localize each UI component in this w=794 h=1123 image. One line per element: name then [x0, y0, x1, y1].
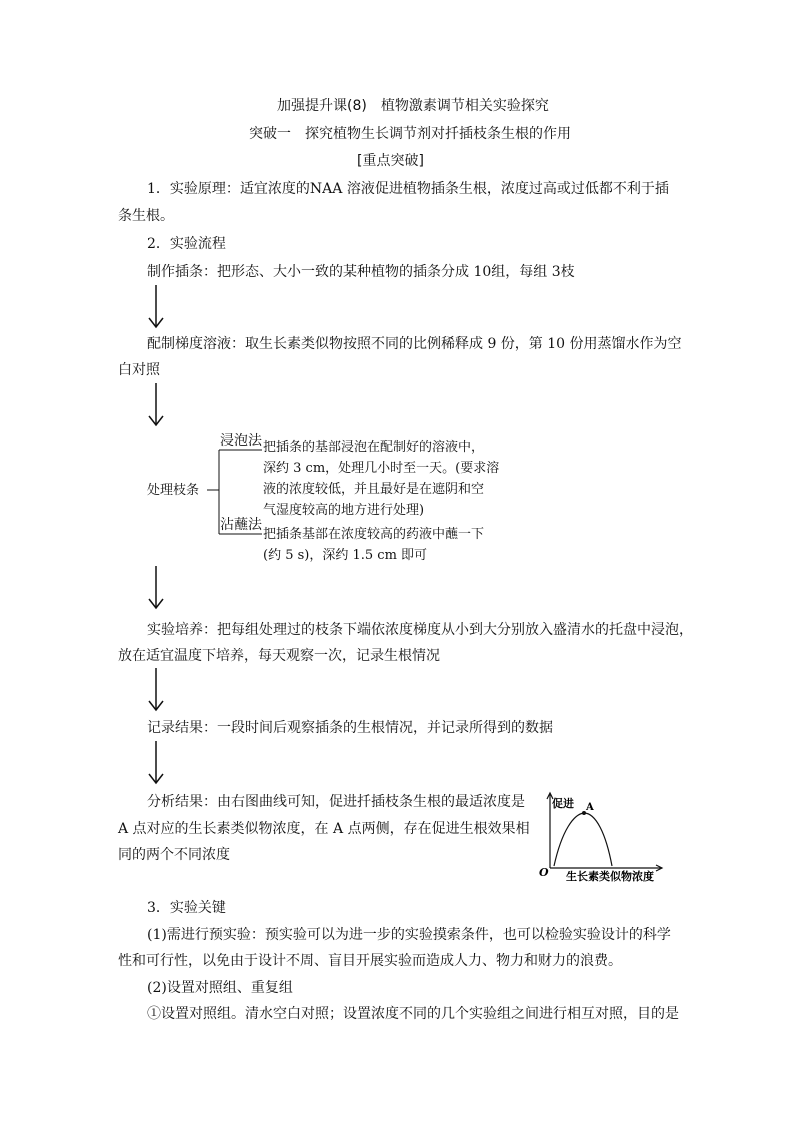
down-arrow-icon	[147, 741, 165, 785]
flow-step-record: 记录结果：一段时间后观察插条的生根情况，并记录所得到的数据	[147, 720, 553, 736]
flow-step-treat-cuttings: 处理枝条	[147, 483, 200, 498]
point-a-label: A	[586, 802, 594, 813]
concentration-curve-figure	[536, 790, 668, 884]
down-arrow-icon	[147, 285, 165, 329]
flow-step-prepare-solution-cont: 白对照	[118, 362, 160, 378]
soak-method-line-1: 把插条的基部浸泡在配制好的溶液中，	[263, 440, 485, 455]
page-title: 加强提升课(8) 植物激素调节相关实验探究	[277, 98, 549, 114]
x-axis-label: 生长素类似物浓度	[566, 870, 654, 883]
flow-step-culture-cont: 放在适宜温度下培养，每天观察一次，记录生根情况	[118, 648, 440, 664]
section-subtitle: 突破一 探究植物生长调节剂对扦插枝条生根的作用	[249, 126, 571, 142]
keys-preliminary-line-1: (1)需进行预实验：预实验可以为进一步的实验摸索条件，也可以检验实验设计的科学	[147, 927, 671, 943]
flow-step-analyze-line-2: A 点对应的生长素类似物浓度，在 A 点两侧，存在促进生根效果相	[118, 821, 530, 837]
soak-method-line-2: 深约 3 cm，处理几小时至一天。(要求溶	[263, 461, 500, 476]
keys-control-detail: ①设置对照组。清水空白对照；设置浓度不同的几个实验组之间进行相互对照，目的是	[147, 1006, 679, 1022]
keys-preliminary-line-2: 性和可行性，以免由于设计不周、盲目开展实验而造成人力、物力和财力的浪费。	[118, 953, 622, 969]
origin-label: O	[539, 866, 549, 879]
flow-step-analyze-line-1: 分析结果：由右图曲线可知，促进扦插枝条生根的最适浓度是	[147, 794, 525, 810]
flow-heading: 2．实验流程	[147, 236, 226, 252]
flow-step-make-cuttings: 制作插条：把形态、大小一致的某种植物的插条分成 10组，每组 3枝	[147, 264, 575, 280]
dip-method-label: 沾蘸法	[220, 517, 262, 533]
down-arrow-icon	[147, 566, 165, 610]
soak-method-label: 浸泡法	[220, 433, 262, 449]
keys-heading: 3．实验关键	[147, 900, 226, 916]
down-arrow-icon	[147, 383, 165, 427]
flow-step-culture: 实验培养：把每组处理过的枝条下端依浓度梯度从小到大分别放入盛清水的托盘中浸泡，	[147, 622, 693, 638]
dip-method-line-1: 把插条基部在浓度较高的药液中蘸一下	[263, 527, 485, 542]
principle-line-1: 1．实验原理：适宜浓度的NAA 溶液促进植物插条生根，浓度过高或过低都不利于插	[147, 181, 669, 197]
section-tag: [重点突破]	[357, 153, 424, 169]
dip-method-line-2: (约 5 s)，深约 1.5 cm 即可	[263, 548, 428, 563]
y-axis-label: 促进	[552, 797, 574, 810]
flow-step-analyze-line-3: 同的两个不同浓度	[118, 847, 230, 863]
principle-line-2: 条生根。	[118, 208, 174, 224]
soak-method-line-4: 气湿度较高的地方进行处理)	[263, 503, 425, 518]
response-curve	[554, 813, 612, 866]
soak-method-line-3: 液的浓度较低，并且最好是在遮阴和空	[263, 482, 485, 497]
flow-step-prepare-solution: 配制梯度溶液：取生长素类似物按照不同的比例稀释成 9 份，第 10 份用蒸馏水作为空	[147, 336, 682, 352]
down-arrow-icon	[147, 668, 165, 712]
keys-control-group: (2)设置对照组、重复组	[147, 980, 293, 996]
